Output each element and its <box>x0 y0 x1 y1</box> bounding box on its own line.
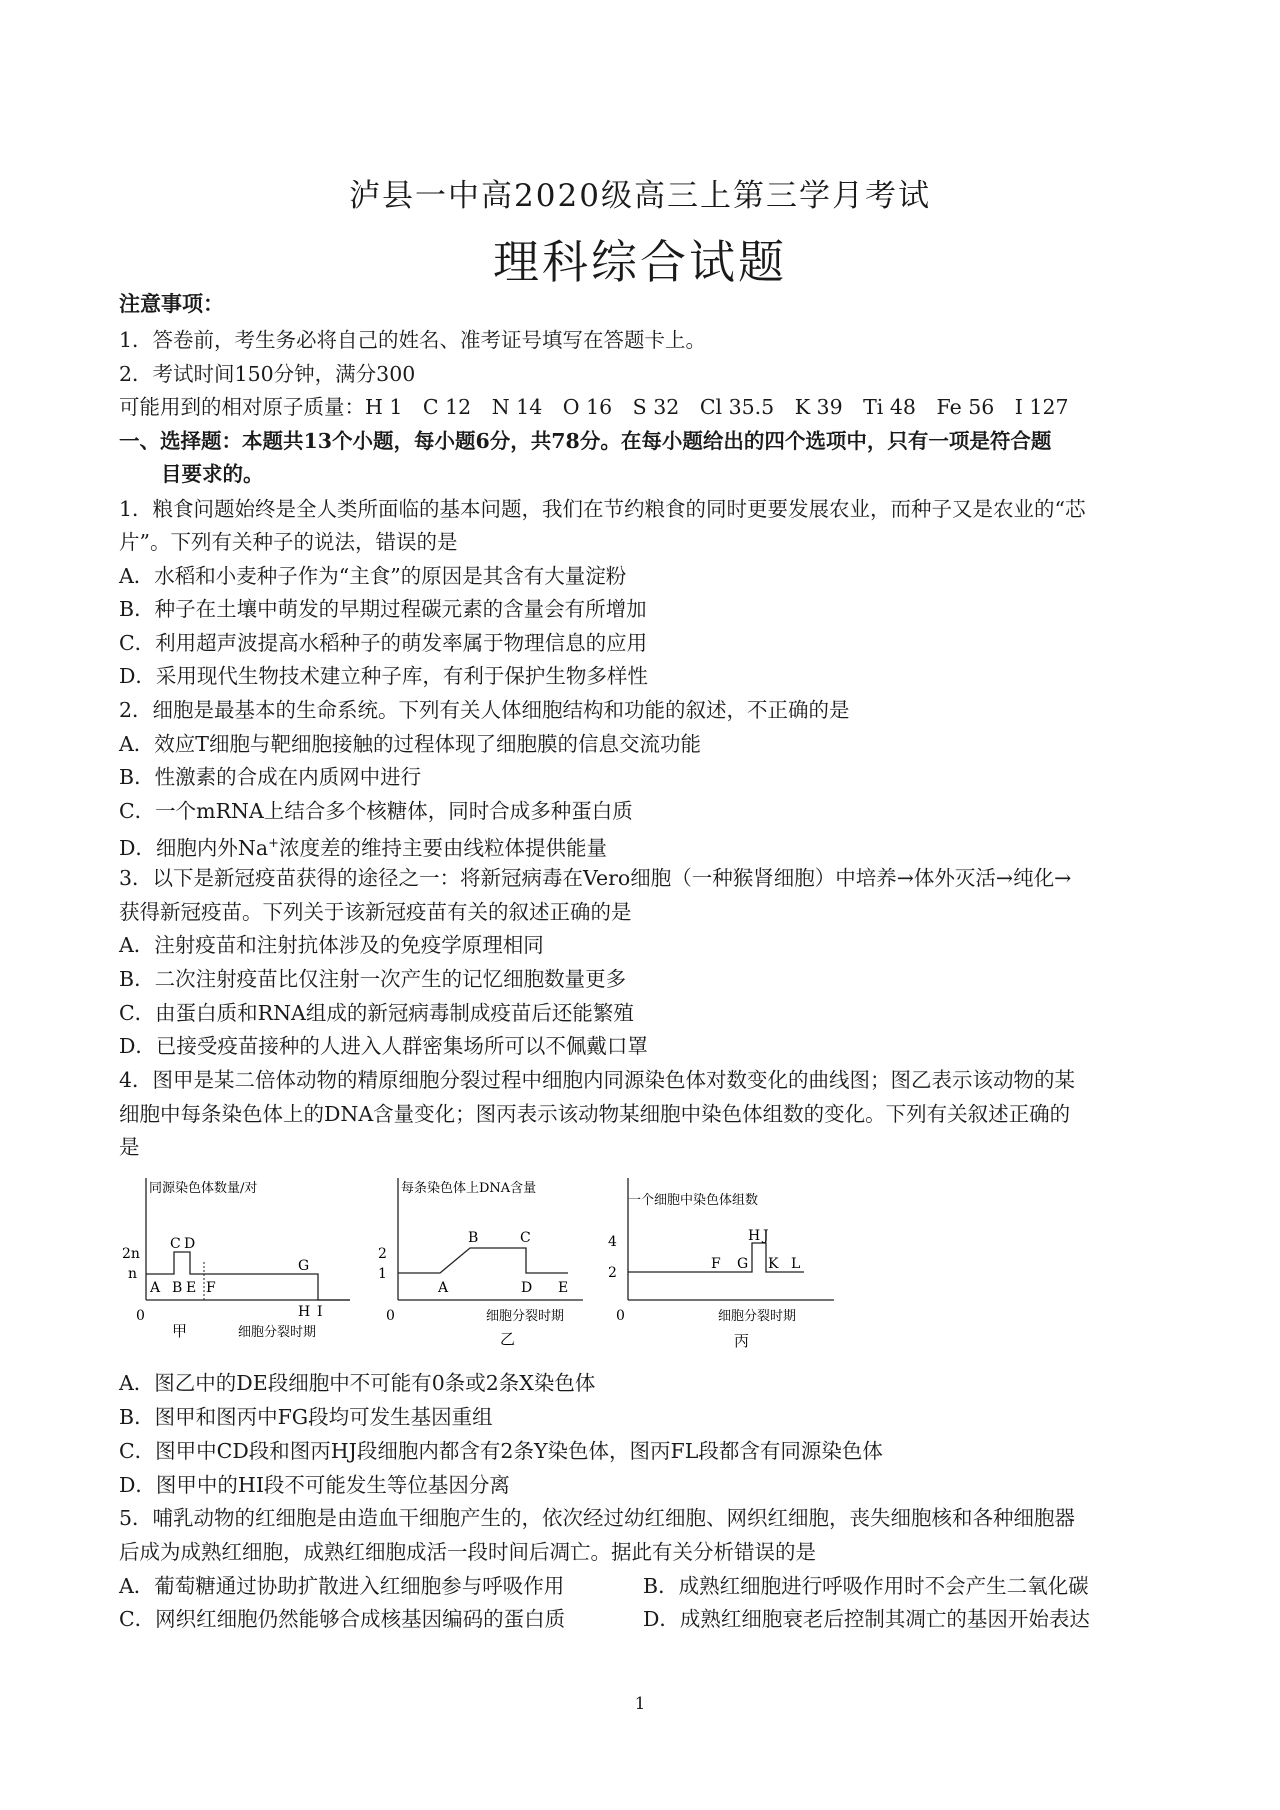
figure-jia-label-h: H <box>298 1304 311 1320</box>
q5-option-c: C．网织红细胞仍然能够合成核基因编码的蛋白质 <box>119 1607 566 1631</box>
figure-yi-svg <box>378 1170 598 1355</box>
figure-jia-svg <box>118 1170 368 1345</box>
figure-bing-ylabel: 一个细胞中染色体组数 <box>628 1193 759 1208</box>
q1-option-d: D．采用现代生物技术建立种子库，有利于保护生物多样性 <box>119 664 648 688</box>
q5-stem: 5．哺乳动物的红细胞是由造血干细胞产生的，依次经过幼红细胞、网织红细胞，丧失细胞核和各种细胞器 <box>119 1506 1076 1530</box>
q2-option-d-sup: + <box>268 836 280 851</box>
q3-option-c: C．由蛋白质和RNA组成的新冠病毒制成疫苗后还能繁殖 <box>119 1001 634 1025</box>
q5-stem-cont: 后成为成熟红细胞，成熟红细胞成活一段时间后凋亡。据此有关分析错误的是 <box>119 1540 816 1564</box>
section-heading-cont: 目要求的。 <box>161 462 264 486</box>
q5-option-d: D．成熟红细胞衰老后控制其凋亡的基因开始表达 <box>643 1607 1090 1631</box>
q1-option-b: B．种子在土壤中萌发的早期过程碳元素的含量会有所增加 <box>119 597 647 621</box>
q2-option-d <box>119 829 1179 863</box>
q4-option-d: D．图甲中的HI段不可能发生等位基因分离 <box>119 1473 510 1497</box>
figure-jia-label-i: I <box>317 1304 323 1320</box>
figure-bing-xlabel: 细胞分裂时期 <box>718 1309 797 1324</box>
q5-option-b: B．成熟红细胞进行呼吸作用时不会产生二氧化碳 <box>643 1574 1089 1598</box>
q4-option-b: B．图甲和图丙中FG段均可发生基因重组 <box>119 1405 493 1429</box>
figure-jia-caption: 甲 <box>172 1322 188 1340</box>
q4-stem: 4．图甲是某二倍体动物的精原细胞分裂过程中细胞内同源染色体对数变化的曲线图；图乙表示该动物的某 <box>119 1068 1076 1092</box>
figure-bing-label-h: H <box>748 1228 761 1244</box>
figure-jia-label-b: B <box>172 1280 183 1296</box>
figure-jia-tick-2n: 2n <box>122 1246 140 1262</box>
figure-yi-tick-2: 2 <box>378 1246 387 1262</box>
figure-bing-label-l: L <box>791 1256 801 1272</box>
q5-option-a: A．葡萄糖通过协助扩散进入红细胞参与呼吸作用 <box>119 1574 565 1598</box>
q2-option-c: C．一个mRNA上结合多个核糖体，同时合成多种蛋白质 <box>119 799 633 823</box>
q3-option-a: A．注射疫苗和注射抗体涉及的免疫学原理相同 <box>119 933 544 957</box>
q4-option-c: C．图甲中CD段和图丙HJ段细胞内都含有2条Y染色体，图丙FL段都含有同源染色体 <box>119 1439 883 1463</box>
q2-option-a: A．效应T细胞与靶细胞接触的过程体现了细胞膜的信息交流功能 <box>119 732 701 756</box>
figure-yi <box>378 1170 598 1355</box>
figure-yi-label-d: D <box>521 1280 533 1296</box>
q3-option-d: D．已接受疫苗接种的人进入人群密集场所可以不佩戴口罩 <box>119 1034 648 1058</box>
q2-option-d-post: 浓度差的维持主要由线粒体提供能量 <box>279 835 608 860</box>
q1-option-c: C．利用超声波提高水稻种子的萌发率属于物理信息的应用 <box>119 631 648 655</box>
figure-bing-label-f: F <box>711 1256 721 1272</box>
figure-jia-label-d: D <box>184 1236 196 1252</box>
figure-yi-ylabel: 每条染色体上DNA含量 <box>401 1181 537 1196</box>
figure-bing-svg <box>608 1170 848 1355</box>
q1-stem: 1．粮食问题始终是全人类所面临的基本问题，我们在节约粮食的同时更要发展农业，而种子又是农业的“芯 <box>119 497 1086 521</box>
exam-school-title: 泸县一中高2020级高三上第三学月考试 <box>349 178 931 214</box>
q3-stem: 3．以下是新冠疫苗获得的途径之一：将新冠病毒在Vero细胞（一种猴肾细胞）中培养→体外灭活→纯化→ <box>119 866 1072 890</box>
notes-heading: 注意事项： <box>119 291 224 316</box>
figure-jia-label-a: A <box>150 1280 161 1296</box>
figure-bing-caption: 丙 <box>734 1332 750 1350</box>
figure-jia-ylabel: 同源染色体数量/对 <box>149 1181 258 1196</box>
q3-option-b: B．二次注射疫苗比仅注射一次产生的记忆细胞数量更多 <box>119 967 627 991</box>
figure-jia-label-g: G <box>298 1258 310 1274</box>
figure-jia-xlabel: 细胞分裂时期 <box>238 1325 317 1340</box>
figure-yi-caption: 乙 <box>500 1330 516 1348</box>
q1-stem-cont: 片”。下列有关种子的说法，错误的是 <box>119 530 458 554</box>
figure-bing-tick-4: 4 <box>608 1234 617 1250</box>
section-heading: 一、选择题：本题共13个小题，每小题6分，共78分。在每小题给出的四个选项中，只有一项是符合题 <box>119 429 1052 453</box>
figure-jia-origin: 0 <box>136 1308 145 1324</box>
page-number: 1 <box>634 1694 646 1714</box>
q2-stem: 2．细胞是最基本的生命系统。下列有关人体细胞结构和功能的叙述，不正确的是 <box>119 698 850 722</box>
figure-bing-tick-2: 2 <box>608 1265 617 1281</box>
q4-option-a: A．图乙中的DE段细胞中不可能有0条或2条X染色体 <box>119 1371 596 1395</box>
figure-jia-label-f: F <box>206 1280 216 1296</box>
figure-yi-label-b: B <box>468 1230 479 1246</box>
figure-jia-label-e: E <box>186 1280 197 1296</box>
figure-jia-label-c: C <box>170 1236 181 1252</box>
note-2: 2．考试时间150分钟，满分300 <box>119 362 416 386</box>
figure-bing <box>608 1170 848 1355</box>
figure-yi-label-c: C <box>520 1230 531 1246</box>
q2-option-b: B．性激素的合成在内质网中进行 <box>119 765 422 789</box>
figure-yi-label-e: E <box>558 1280 569 1296</box>
figure-bing-label-j: J <box>763 1228 769 1244</box>
figure-yi-origin: 0 <box>386 1308 395 1324</box>
figure-yi-tick-1: 1 <box>378 1266 387 1282</box>
figure-jia-tick-n: n <box>128 1266 138 1282</box>
figure-bing-label-k: K <box>768 1256 779 1272</box>
q3-stem-cont: 获得新冠疫苗。下列关于该新冠疫苗有关的叙述正确的是 <box>119 900 632 924</box>
note-1: 1．答卷前，考生务必将自己的姓名、准考证号填写在答题卡上。 <box>119 328 707 352</box>
atomic-masses: 可能用到的相对原子质量：H 1 C 12 N 14 O 16 S 32 Cl 35.5 K 39 Ti 48 Fe 56 I 127 <box>119 395 1069 419</box>
figure-yi-xlabel: 细胞分裂时期 <box>486 1309 565 1324</box>
figure-jia <box>118 1170 368 1345</box>
figure-yi-curve <box>398 1248 568 1273</box>
exam-title: 理科综合试题 <box>493 235 787 289</box>
figure-bing-origin: 0 <box>616 1308 625 1324</box>
figure-bing-label-g: G <box>737 1256 749 1272</box>
q2-option-d-pre: D．细胞内外Na <box>119 835 269 860</box>
q1-option-a: A．水稻和小麦种子作为“主食”的原因是其含有大量淀粉 <box>119 564 627 588</box>
figure-yi-label-a: A <box>438 1280 449 1296</box>
q4-stem-end: 是 <box>119 1135 140 1159</box>
q4-stem-cont: 细胞中每条染色体上的DNA含量变化；图丙表示该动物某细胞中染色体组数的变化。下列有关叙述正确的 <box>119 1102 1071 1126</box>
